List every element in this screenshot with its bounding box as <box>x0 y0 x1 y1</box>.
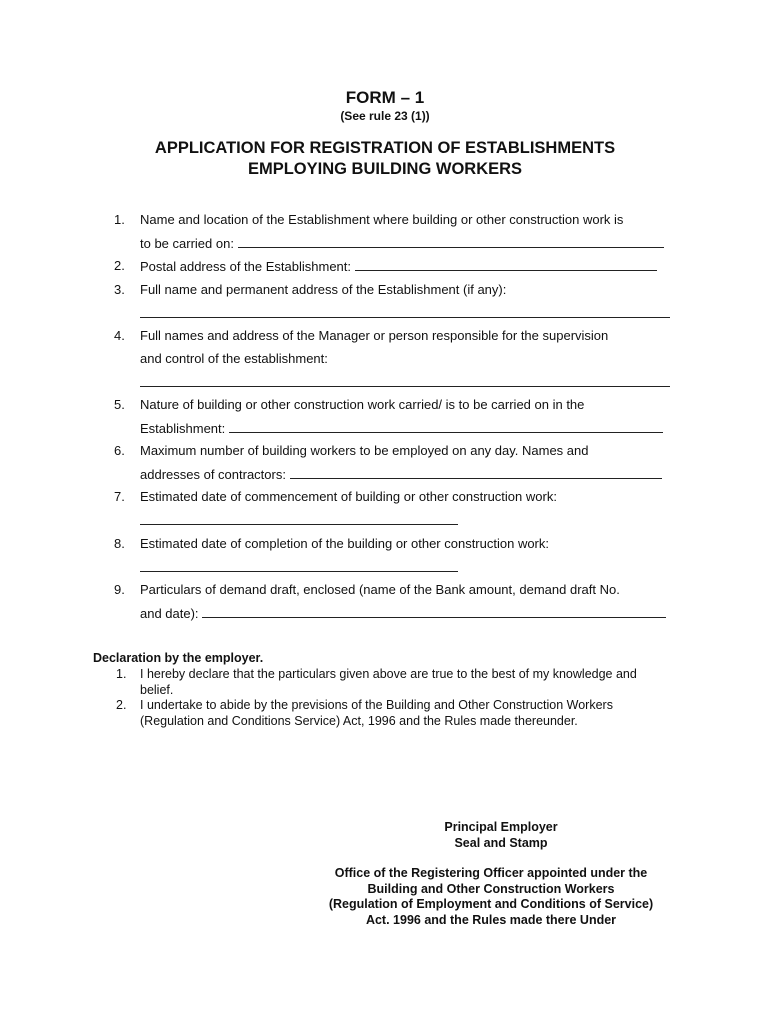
item-number: 8. <box>114 536 125 551</box>
principal-employer-label: Principal Employer <box>444 820 558 834</box>
blank-field-line[interactable] <box>140 571 458 572</box>
item-number: 2. <box>114 258 125 273</box>
blank-field-line[interactable] <box>238 235 664 248</box>
item-number: 1. <box>114 212 125 227</box>
item-text-cont <box>140 235 664 251</box>
item-text-cont <box>140 258 657 274</box>
item-text-cont <box>140 605 666 621</box>
item-number: 5. <box>114 397 125 412</box>
item-text: and control of the establishment: <box>140 351 328 366</box>
item-text: Particulars of demand draft, enclosed (name of the Bank amount, demand draft No. <box>140 582 620 597</box>
employer-signature-block <box>411 820 591 851</box>
heading-line-2: EMPLOYING BUILDING WORKERS <box>247 160 523 178</box>
form-title: FORM – 1 <box>345 88 425 107</box>
item-label: Establishment: <box>140 421 226 436</box>
office-line-2: Building and Other Construction Workers <box>367 881 615 896</box>
seal-stamp-label: Seal and Stamp <box>454 835 548 850</box>
item-text: Estimated date of commencement of building or other construction work: <box>140 489 557 504</box>
item-number: 4. <box>114 328 125 343</box>
item-text-cont <box>140 466 662 482</box>
declaration-point-2 <box>93 698 653 729</box>
item-text: Name and location of the Establishment where building or other construction work is <box>140 212 624 227</box>
item-label: addresses of contractors: <box>140 467 286 482</box>
item-number: 7. <box>114 489 125 504</box>
heading-line-1: APPLICATION FOR REGISTRATION OF ESTABLISHMENTS <box>154 139 616 157</box>
item-label: Postal address of the Establishment: <box>140 259 352 274</box>
item-number: 9. <box>114 582 125 597</box>
office-line-3: (Regulation of Employment and Conditions of Service) <box>328 897 654 911</box>
blank-field-line[interactable] <box>202 605 666 618</box>
blank-field-line[interactable] <box>140 317 670 318</box>
item-number: 3. <box>114 282 125 297</box>
item-text: Maximum number of building workers to be employed on any day. Names and <box>140 443 589 458</box>
declaration-number: 1. <box>116 667 127 681</box>
item-label: and date): <box>140 606 199 621</box>
item-text: Estimated date of completion of the building or other construction work: <box>140 536 549 551</box>
form-heading <box>0 138 770 180</box>
declaration-list <box>93 667 653 729</box>
item-label: to be carried on: <box>140 236 234 251</box>
item-text: Nature of building or other construction work carried/ is to be carried on in the <box>140 397 585 412</box>
item-text-cont <box>140 420 663 436</box>
declaration-section <box>93 651 637 728</box>
form-rule-reference: (See rule 23 (1)) <box>340 109 430 123</box>
item-number: 6. <box>114 443 125 458</box>
blank-field-line[interactable] <box>290 466 662 479</box>
declaration-text: I hereby declare that the particulars given above are true to the best of my knowledge and belief. <box>140 667 637 697</box>
declaration-text: I undertake to abide by the previsions of the Building and Other Construction Workers (Regulation and Conditions Service) Act, 1996 and the Rules made thereunder. <box>140 698 613 728</box>
item-text: Full names and address of the Manager or person responsible for the supervision <box>140 328 609 343</box>
blank-field-line[interactable] <box>140 386 670 387</box>
item-text: Full name and permanent address of the Establishment (if any): <box>140 282 507 297</box>
registering-office-block <box>296 866 686 928</box>
office-line-1: Office of the Registering Officer appointed under the <box>334 866 648 880</box>
declaration-point-1 <box>93 667 653 698</box>
declaration-title: Declaration by the employer. <box>93 651 264 665</box>
blank-field-line[interactable] <box>229 420 663 433</box>
office-line-4: Act. 1996 and the Rules made there Under <box>365 912 617 927</box>
declaration-number: 2. <box>116 698 127 712</box>
blank-field-line[interactable] <box>355 258 657 271</box>
blank-field-line[interactable] <box>140 524 458 525</box>
